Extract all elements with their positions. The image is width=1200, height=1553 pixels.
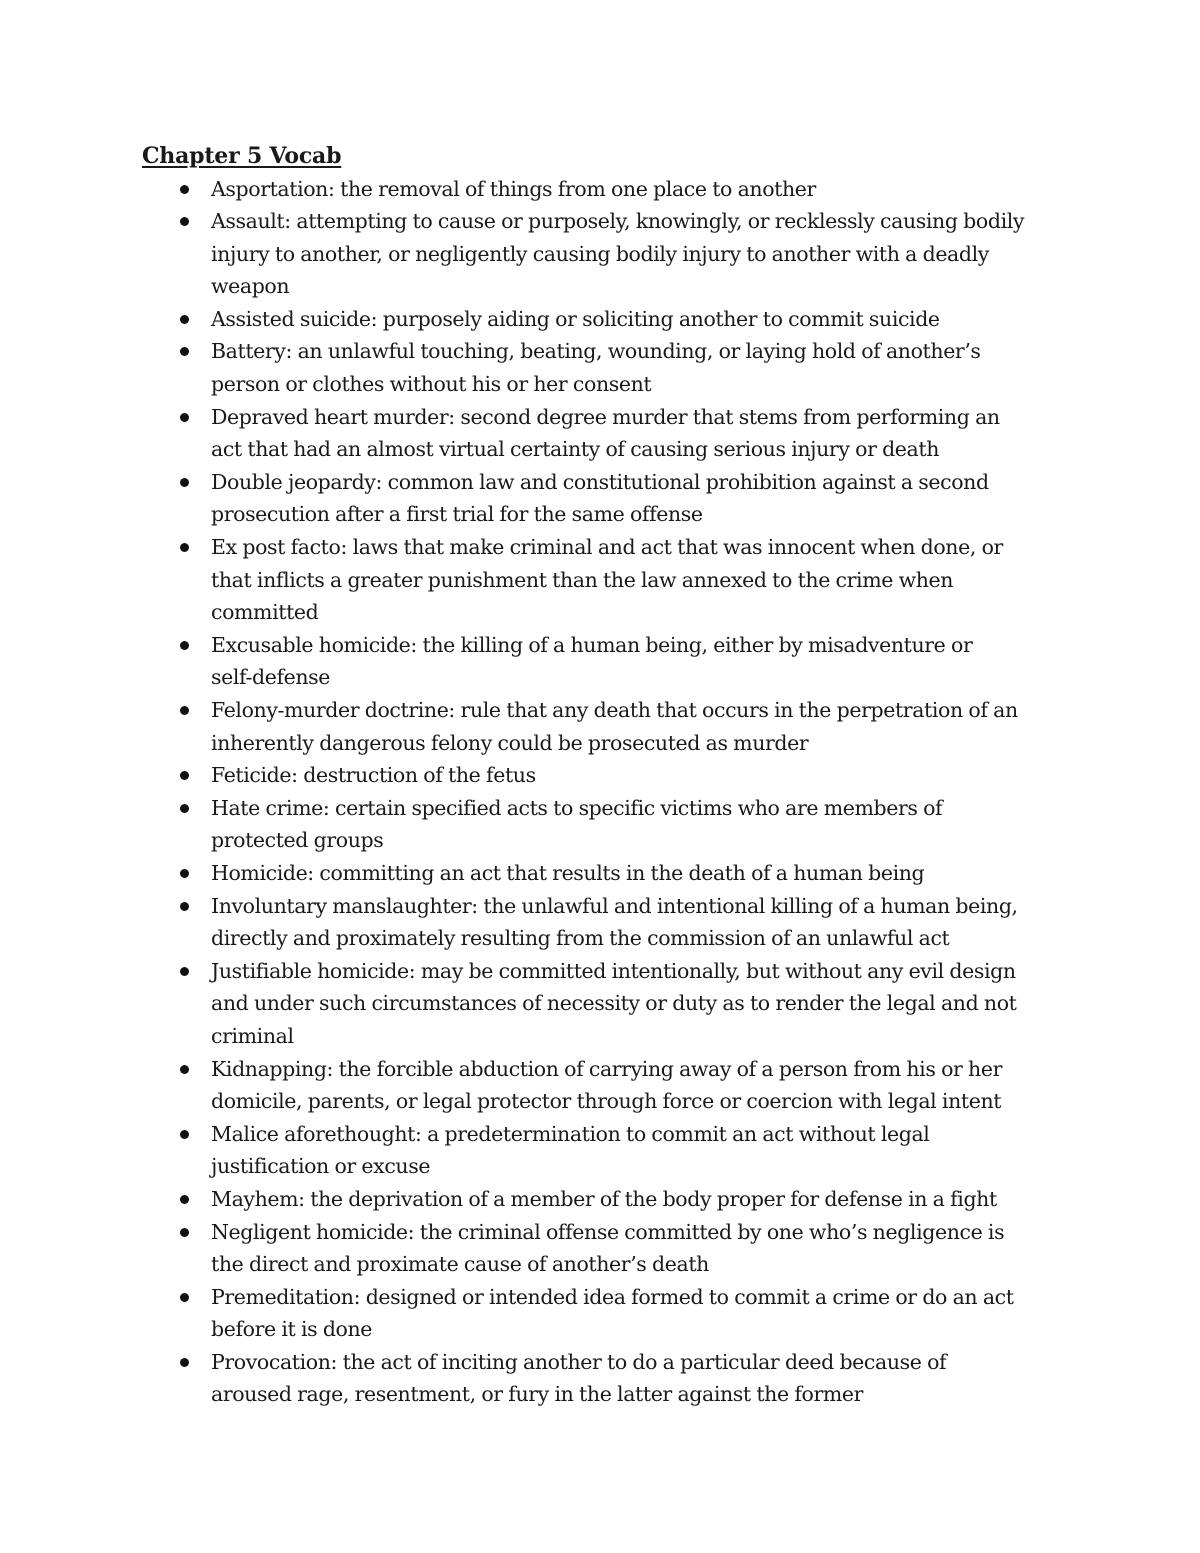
vocab-line: domicile, parents, or legal protector through force or coercion with legal intent [211, 1089, 1002, 1114]
bullet-icon [180, 478, 189, 487]
vocab-line: person or clothes without his or her consent [211, 372, 652, 397]
vocab-line: weapon [211, 274, 290, 299]
vocab-item [211, 1346, 1071, 1411]
vocab-line: prosecution after a first trial for the same offense [211, 502, 703, 527]
vocab-line: directly and proximately resulting from the commission of an unlawful act [211, 926, 950, 951]
bullet-icon [180, 641, 189, 650]
vocab-line: Assault: attempting to cause or purposely, knowingly, or recklessly causing bodily [211, 209, 1025, 234]
bullet-icon [180, 902, 189, 911]
vocab-line: Justifiable homicide: may be committed intentionally, but without any evil design [211, 958, 1016, 983]
vocab-line: aroused rage, resentment, or fury in the latter against the former [211, 1382, 864, 1407]
bullet-icon [180, 967, 189, 976]
vocab-item [211, 173, 1071, 206]
vocab-item [211, 1118, 1071, 1183]
vocab-item [211, 759, 1071, 792]
vocab-item [211, 1281, 1071, 1346]
vocab-line: Homicide: committing an act that results in the death of a human being [211, 860, 925, 885]
vocab-item [211, 205, 1071, 303]
vocab-line: Excusable homicide: the killing of a human being, either by misadventure or [211, 632, 973, 657]
bullet-icon [180, 1065, 189, 1074]
bullet-icon [180, 804, 189, 813]
vocab-line: the direct and proximate cause of another’s death [211, 1252, 709, 1277]
vocab-line: criminal [211, 1023, 294, 1048]
vocab-line: that inflicts a greater punishment than the law annexed to the crime when [211, 567, 954, 592]
bullet-icon [180, 347, 189, 356]
bullet-icon [180, 413, 189, 422]
vocab-line: act that had an almost virtual certainty of causing serious injury or death [211, 437, 940, 462]
bullet-icon [180, 217, 189, 226]
vocab-item [211, 303, 1071, 336]
vocab-line: Premeditation: designed or intended idea formed to commit a crime or do an act [211, 1284, 1014, 1309]
vocab-line: protected groups [211, 828, 384, 853]
vocab-line: Provocation: the act of inciting another to do a particular deed because of [211, 1349, 947, 1374]
bullet-icon [180, 1195, 189, 1204]
bullet-icon [180, 1358, 189, 1367]
vocab-line: Battery: an unlawful touching, beating, wounding, or laying hold of another’s [211, 339, 981, 364]
vocab-item [211, 531, 1071, 629]
vocab-line: Involuntary manslaughter: the unlawful and intentional killing of a human being, [211, 893, 1018, 918]
bullet-icon [180, 185, 189, 194]
vocab-item [211, 890, 1071, 955]
vocab-item [211, 955, 1071, 1053]
vocab-line: committed [211, 600, 319, 625]
vocab-line: Felony-murder doctrine: rule that any death that occurs in the perpetration of an [211, 698, 1018, 722]
vocab-line: Depraved heart murder: second degree murder that stems from performing an [211, 404, 1000, 429]
vocab-line: Hate crime: certain specified acts to specific victims who are members of [211, 795, 943, 820]
bullet-icon [180, 315, 189, 324]
bullet-icon [180, 1130, 189, 1139]
vocab-line: and under such circumstances of necessity or duty as to render the legal and not [211, 991, 1017, 1016]
vocab-item [211, 401, 1071, 466]
vocab-item [211, 466, 1071, 531]
vocab-line: Feticide: destruction of the fetus [211, 763, 536, 788]
bullet-icon [180, 869, 189, 878]
vocab-line: Negligent homicide: the criminal offense committed by one who’s negligence is [211, 1219, 1005, 1244]
vocab-list [211, 173, 1071, 1412]
bullet-icon [180, 1228, 189, 1237]
bullet-icon [180, 543, 189, 552]
vocab-line: Double jeopardy: common law and constitutional prohibition against a second [211, 469, 989, 494]
vocab-item [211, 694, 1071, 759]
vocab-item [211, 1183, 1071, 1216]
vocab-item [211, 1216, 1071, 1281]
vocab-line: Assisted suicide: purposely aiding or soliciting another to commit suicide [211, 306, 940, 331]
vocab-item [211, 1053, 1071, 1118]
vocab-line: Mayhem: the deprivation of a member of the body proper for defense in a fight [211, 1186, 997, 1211]
vocab-line: Kidnapping: the forcible abduction of carrying away of a person from his or her [211, 1056, 1002, 1081]
vocab-line: injury to another, or negligently causing bodily injury to another with a deadly [211, 241, 989, 266]
vocab-item [211, 792, 1071, 857]
vocab-line: justification or excuse [211, 1154, 431, 1179]
vocab-line: Ex post facto: laws that make criminal and act that was innocent when done, or [211, 535, 1003, 560]
bullet-icon [180, 706, 189, 715]
vocab-line: self-defense [211, 665, 331, 690]
vocab-item [211, 335, 1071, 400]
bullet-icon [180, 771, 189, 780]
bullet-icon [180, 1293, 189, 1302]
vocab-item [211, 629, 1071, 694]
vocab-line: Asportation: the removal of things from one place to another [211, 176, 816, 201]
vocab-line: Malice aforethought: a predetermination to commit an act without legal [211, 1121, 930, 1146]
vocab-item [211, 857, 1071, 890]
page-title: Chapter 5 Vocab [142, 143, 342, 169]
vocab-line: inherently dangerous felony could be prosecuted as murder [211, 730, 809, 755]
vocab-line: before it is done [211, 1317, 373, 1342]
